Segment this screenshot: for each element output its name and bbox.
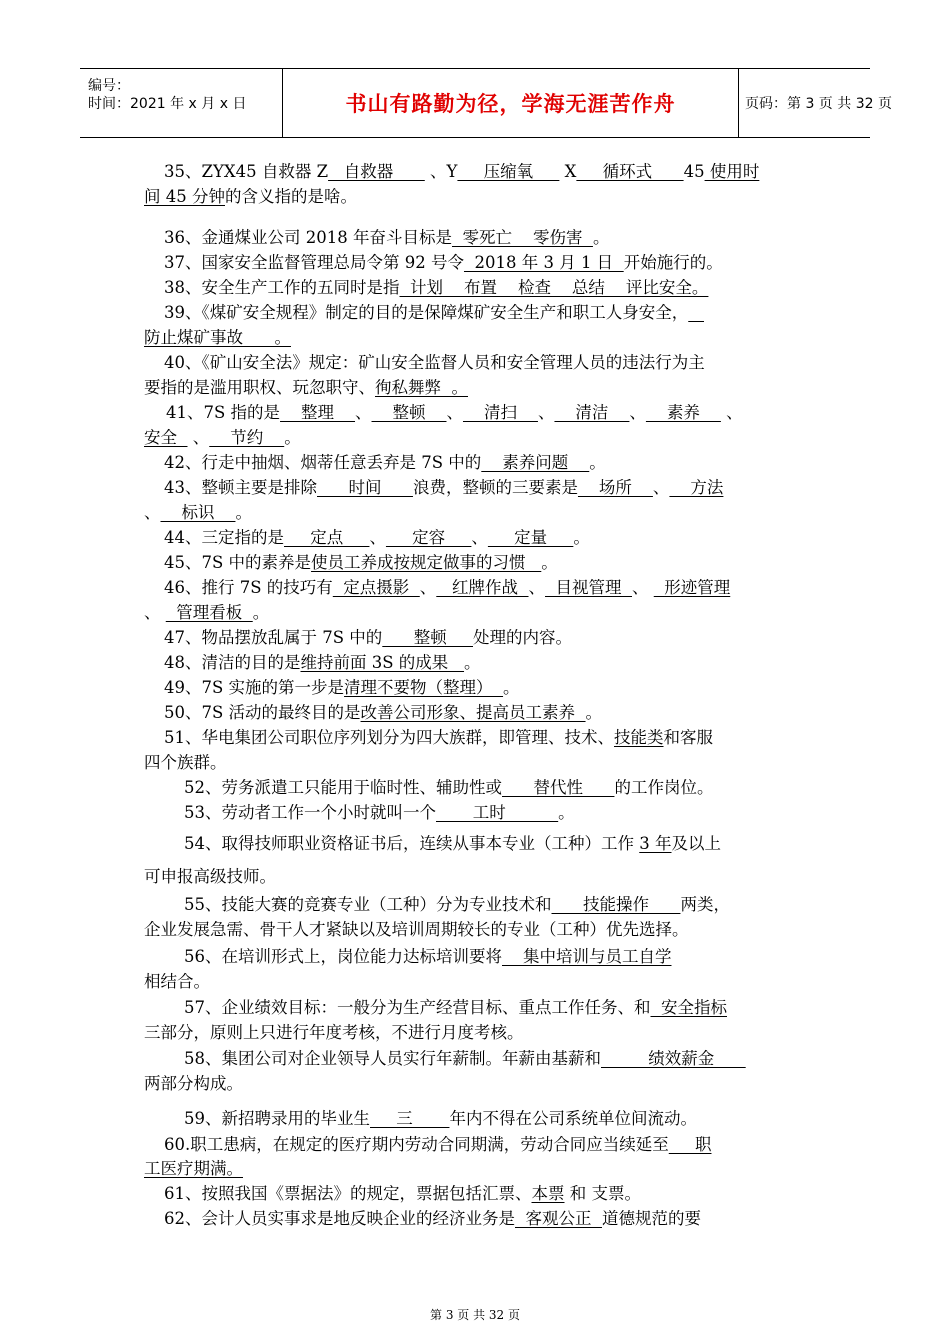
question-text: 和 支票。 — [564, 1184, 641, 1203]
header-motto: 书山有路勤为径，学海无涯苦作舟 — [282, 69, 739, 137]
answer-blank: 工时 — [436, 803, 559, 822]
time-label: 时间：2021 年 x 月 x 日 — [88, 96, 247, 112]
text-line — [164, 703, 602, 723]
answer-blank: 技能操作 — [551, 895, 681, 914]
page-footer: 第 3 页 共 32 页 — [430, 1308, 520, 1322]
answer-blank: 替代性 — [502, 778, 615, 797]
question-text: 44、三定指的是 — [164, 528, 284, 547]
question-text: 、 — [355, 403, 372, 422]
answer-blank: 维持前面 3S 的成果 — [300, 653, 465, 672]
text-line — [164, 353, 705, 373]
question-text: 。 — [503, 678, 520, 697]
question-text: 51、华电集团公司职位序列划分为四大族群，即管理、技术、 — [164, 728, 614, 747]
text-line — [164, 278, 708, 298]
question-text: 55、技能大赛的竞赛专业（工种）分为专业技术和 — [184, 895, 552, 914]
page-header — [80, 68, 892, 138]
question-text: 40、《矿山安全法》规定：矿山安全监督人员和安全管理人员的违法行为主 — [164, 353, 705, 372]
answer-blank: 定点摄影 — [332, 578, 420, 597]
text-line — [164, 162, 759, 182]
text-line — [144, 1159, 243, 1179]
text-line — [164, 728, 713, 748]
text-line — [184, 998, 727, 1018]
answer-blank: 形迹管理 — [653, 578, 731, 597]
answer-blank: 本票 — [531, 1184, 565, 1203]
answer-blank: 场所 — [577, 478, 653, 497]
question-text: 39、《煤矿安全规程》制定的目的是保障煤矿安全生产和职工人身安全， — [164, 303, 689, 322]
answer-blank: 管理看板 — [165, 603, 253, 622]
text-line — [144, 428, 301, 448]
question-text: 58、集团公司对企业领导人员实行年薪制。年薪由基薪和 — [184, 1049, 601, 1068]
answer-blank: 整顿 — [382, 628, 473, 647]
question-text: 相结合。 — [144, 972, 210, 991]
answer-blank: 工医疗期满。 — [144, 1159, 243, 1178]
question-text: 年内不得在公司系统单位间流动。 — [449, 1109, 697, 1128]
text-line — [144, 187, 357, 207]
question-text: 42、行走中抽烟、烟蒂任意丢弃是 7S 中的 — [164, 453, 482, 472]
answer-blank: 定量 — [487, 528, 574, 547]
question-text: 、 — [629, 403, 646, 422]
question-text: 。 — [284, 428, 301, 447]
question-text: 50、7S 活动的最终目的是 — [164, 703, 361, 722]
answer-blank: 集中培训与员工自学 — [502, 947, 672, 966]
question-text: 43、整顿主要是排除 — [164, 478, 317, 497]
question-text: 57、企业绩效目标：一般分为生产经营目标、重点工作任务、和 — [184, 998, 651, 1017]
question-text: 54、取得技师职业资格证书后，连续从事本专业（工种）工作 — [184, 834, 640, 853]
question-text: 。 — [592, 228, 610, 247]
answer-blank: 目视管理 — [545, 578, 632, 597]
answer-blank: 循环式 — [576, 162, 684, 181]
text-line — [164, 628, 572, 648]
text-line — [184, 834, 721, 854]
question-text: 45 — [683, 162, 705, 181]
question-text: 企业发展急需、骨干人才紧缺以及培训周期较长的专业（工种）优先选择。 — [144, 920, 689, 939]
question-text: 。 — [541, 553, 558, 572]
text-line — [164, 553, 558, 573]
answer-blank — [688, 303, 704, 322]
question-text: 。 — [585, 703, 603, 722]
answer-blank: 标识 — [160, 503, 236, 522]
answer-blank: 3 年 — [639, 834, 672, 853]
answer-blank: 间 45 分钟 — [144, 187, 225, 206]
answer-blank: 改善公司形象、提高员工素养 — [360, 703, 586, 722]
answer-blank: 三 — [370, 1109, 450, 1128]
question-text: 、 — [528, 578, 546, 597]
header-meta — [80, 69, 282, 137]
text-line — [164, 303, 704, 323]
answer-blank: 计划 布置 检查 总结 评比安全。 — [399, 278, 709, 297]
answer-blank: 清理不要物（整理） — [344, 678, 504, 697]
answer-blank: 职 — [668, 1135, 712, 1154]
question-text: 60.职工患病，在规定的医疗期内劳动合同期满，劳动合同应当续延至 — [164, 1135, 669, 1154]
question-text: 及以上 — [671, 834, 721, 853]
text-line — [164, 578, 730, 598]
question-text: 道德规范的要 — [601, 1209, 701, 1228]
text-line — [144, 328, 291, 348]
question-text: 、 — [471, 528, 488, 547]
text-line — [144, 1074, 243, 1094]
question-text: 、Y — [424, 162, 458, 181]
text-line — [144, 1023, 524, 1043]
question-text: 41、7S 指的是 — [166, 403, 281, 422]
question-text: 。 — [573, 528, 590, 547]
question-text: 。 — [464, 653, 481, 672]
question-text: 处理的内容。 — [473, 628, 572, 647]
text-line — [144, 753, 227, 773]
text-line — [184, 1109, 697, 1129]
answer-blank: 整顿 — [371, 403, 447, 422]
text-line — [164, 453, 606, 473]
question-text: 、 — [369, 528, 386, 547]
text-line — [144, 867, 276, 887]
answer-blank: 清扫 — [462, 403, 538, 422]
answer-blank: 压缩氧 — [457, 162, 560, 181]
question-text: 36、金通煤业公司 2018 年奋斗目标是 — [164, 228, 452, 247]
question-text: 两部分构成。 — [144, 1074, 243, 1093]
answer-blank: 自救器 — [328, 162, 425, 181]
answer-blank: 使用时 — [704, 162, 760, 181]
text-line — [164, 1184, 641, 1204]
text-line — [184, 895, 730, 915]
text-line — [144, 603, 269, 623]
question-text: 可申报高级技师。 — [144, 867, 276, 886]
answer-blank: 清洁 — [554, 403, 630, 422]
question-text: 。 — [589, 453, 606, 472]
question-text: 、 — [720, 403, 743, 422]
text-line — [164, 253, 723, 273]
text-line — [144, 920, 689, 940]
question-text: 、 — [144, 603, 166, 622]
question-text: 56、在培训形式上，岗位能力达标培训要将 — [184, 947, 502, 966]
text-line — [164, 1135, 711, 1155]
answer-blank: 安全 — [144, 428, 188, 447]
answer-blank: 定容 — [385, 528, 472, 547]
question-text: 35、ZYX45 自救器 Z — [164, 162, 329, 181]
question-text: 三部分，原则上只进行年度考核，不进行月度考核。 — [144, 1023, 524, 1042]
question-text: 、 — [632, 578, 654, 597]
text-line — [164, 478, 723, 498]
question-text: 53、劳动者工作一个小时就叫一个 — [184, 803, 436, 822]
answer-blank: 防止煤矿事故 。 — [144, 328, 291, 347]
question-text: 、 — [419, 578, 437, 597]
text-line — [164, 1209, 701, 1229]
question-text: 的工作岗位。 — [614, 778, 714, 797]
question-text: X — [559, 162, 577, 181]
answer-blank: 绩效薪金 — [601, 1049, 746, 1068]
answer-blank: 徇私舞弊 。 — [375, 378, 468, 397]
answer-blank: 客观公正 — [515, 1209, 602, 1228]
question-text: 45、7S 中的素养是 — [164, 553, 312, 572]
answer-blank: 整理 — [280, 403, 356, 422]
question-text: 62、会计人员实事求是地反映企业的经济业务是 — [164, 1209, 515, 1228]
question-text: 浪费，整顿的三要素是 — [412, 478, 578, 497]
text-line — [184, 803, 575, 823]
text-line — [144, 503, 252, 523]
question-text: 48、清洁的目的是 — [164, 653, 301, 672]
question-text: 和客服 — [663, 728, 713, 747]
question-text: 。 — [252, 603, 270, 622]
question-text: 的含义指的是啥。 — [225, 187, 357, 206]
answer-blank: 定点 — [284, 528, 370, 547]
question-text: 、 — [537, 403, 555, 422]
text-line — [166, 403, 743, 423]
number-label: 编号： — [88, 78, 130, 94]
question-text: 。 — [558, 803, 575, 822]
answer-blank: 方法 — [669, 478, 724, 497]
answer-blank: 使员工养成按规定做事的习惯 — [311, 553, 542, 572]
page-indicator: 页码：第 3 页 共 32 页 — [745, 96, 892, 112]
question-text: 两类， — [680, 895, 730, 914]
question-text: 47、物品摆放乱属于 7S 中的 — [164, 628, 383, 647]
question-text: 、 — [446, 403, 463, 422]
question-text: 、 — [144, 503, 161, 522]
text-line — [184, 778, 713, 798]
text-line — [164, 653, 481, 673]
question-text: 61、按照我国《票据法》的规定，票据包括汇票、 — [164, 1184, 532, 1203]
answer-blank: 2018 年 3 月 1 日 — [463, 253, 624, 272]
question-text: 要指的是滥用职权、玩忽职守、 — [144, 378, 375, 397]
text-line — [164, 228, 609, 248]
answer-blank: 红牌作战 — [436, 578, 529, 597]
text-line — [144, 972, 210, 992]
question-text: 、 — [187, 428, 210, 447]
answer-blank: 零死亡 零伤害 — [451, 228, 593, 247]
question-text: 49、7S 实施的第一步是 — [164, 678, 345, 697]
question-text: 开始施行的。 — [623, 253, 723, 272]
answer-blank: 素养问题 — [481, 453, 590, 472]
text-line — [164, 678, 520, 698]
text-line — [184, 1049, 746, 1069]
answer-blank: 节约 — [209, 428, 285, 447]
question-text: 46、推行 7S 的技巧有 — [164, 578, 333, 597]
question-text: 38、安全生产工作的五同时是指 — [164, 278, 400, 297]
question-text: 52、劳务派遣工只能用于临时性、辅助性或 — [184, 778, 502, 797]
text-line — [144, 378, 468, 398]
answer-blank: 安全指标 — [650, 998, 727, 1017]
text-line — [184, 947, 671, 967]
answer-blank: 素养 — [645, 403, 721, 422]
question-text: 、 — [652, 478, 670, 497]
question-text: 四个族群。 — [144, 753, 227, 772]
question-text: 37、国家安全监督管理总局令第 92 号令 — [164, 253, 464, 272]
question-text: 。 — [235, 503, 252, 522]
question-text: 59、新招聘录用的毕业生 — [184, 1109, 370, 1128]
answer-blank: 技能类 — [614, 728, 664, 747]
answer-blank: 时间 — [317, 478, 413, 497]
text-line — [164, 528, 590, 548]
